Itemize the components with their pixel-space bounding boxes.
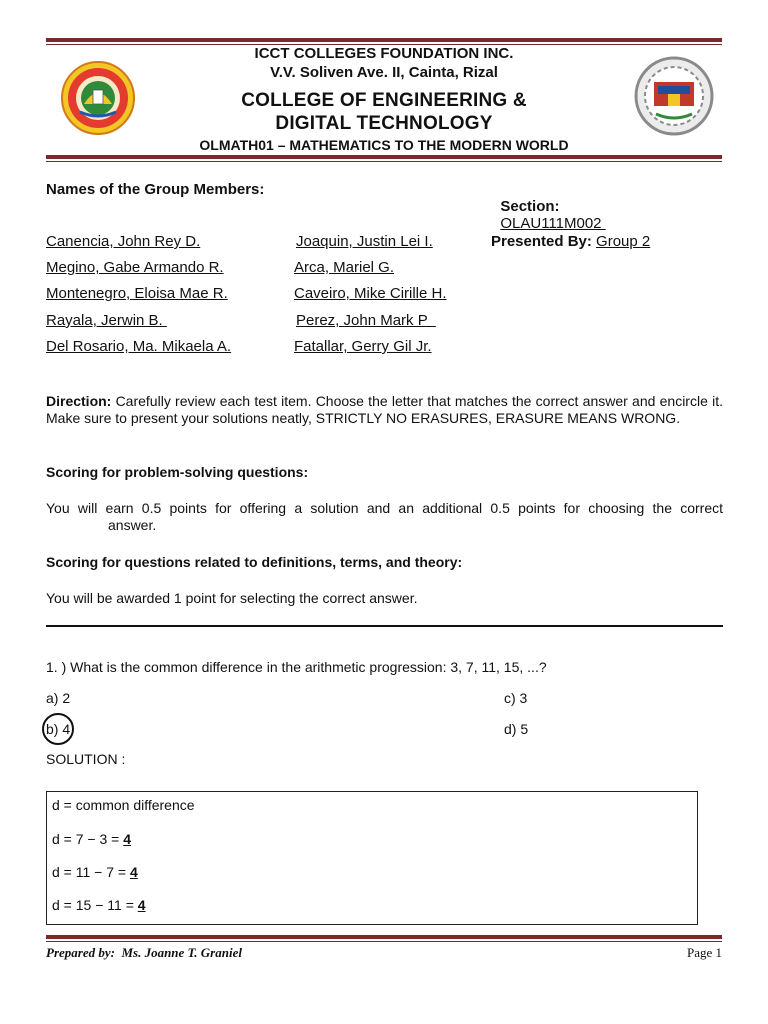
member-name: Perez, John Mark P (296, 312, 436, 329)
option-c[interactable]: c) 3 (504, 690, 528, 706)
member-name: Fatallar, Gerry Gil Jr. (294, 338, 432, 355)
solution-line: d = 11 − 7 = 4 (52, 864, 138, 880)
prepared-by: Prepared by: Ms. Joanne T. Graniel (46, 945, 242, 960)
section-value: OLAU111M002 (500, 215, 606, 232)
footer-rule-thin (46, 941, 722, 942)
scoring-theory-text: You will be awarded 1 point for selecting the correct answer. (46, 590, 418, 606)
option-b[interactable]: b) 4 (46, 721, 71, 737)
option-d[interactable]: d) 5 (504, 721, 529, 737)
member-name: Arca, Mariel G. (294, 259, 395, 276)
member-name: Megino, Gabe Armando R. (46, 259, 224, 276)
institution-name: ICCT COLLEGES FOUNDATION INC. (254, 45, 514, 62)
member-name: Joaquin, Justin Lei I. (296, 233, 433, 250)
solution-answer: 4 (123, 831, 132, 847)
member-name: Montenegro, Eloisa Mae R. (46, 285, 228, 302)
question-text: 1. ) What is the common difference in the arithmetic progression: 3, 7, 11, 15, ...? (46, 659, 547, 675)
selected-answer-circle (42, 713, 74, 745)
section-label: Section: (500, 198, 560, 215)
member-name: Del Rosario, Ma. Mikaela A. (46, 338, 232, 355)
section-divider (46, 625, 723, 627)
option-a[interactable]: a) 2 (46, 690, 71, 706)
solution-answer: 4 (137, 897, 146, 913)
page-number: Page 1 (686, 945, 722, 960)
institution-address: V.V. Soliven Ave. II, Cainta, Rizal (270, 64, 498, 81)
scoring-theory-title: Scoring for questions related to definitions, terms, and theory: (46, 554, 463, 570)
scoring-problem-title: Scoring for problem-solving questions: (46, 464, 309, 480)
direction-label: Direction: (46, 393, 112, 409)
section-field (492, 181, 606, 232)
member-name: Rayala, Jerwin B. (46, 312, 167, 329)
direction-paragraph (46, 393, 723, 427)
direction-text: Carefully review each test item. Choose the letter that matches the correct answer and encircle it. Make sure to present your solutions neatly, STRICTLY NO ERASURES, ERASURE MEANS WRONG. (46, 393, 723, 426)
presented-by-value: Group 2 (596, 233, 651, 250)
scoring-problem-text-cont: answer. (108, 517, 157, 533)
header-bottom-rule-thin (46, 161, 722, 162)
header-rule (46, 38, 722, 42)
college-name-line1: COLLEGE OF ENGINEERING & (241, 90, 527, 111)
member-name: Canencia, John Rey D. (46, 233, 201, 250)
solution-line: d = common difference (52, 797, 195, 813)
group-members-label: Names of the Group Members: (46, 181, 265, 198)
scoring-problem-text: You will earn 0.5 points for offering a solution and an additional 0.5 points for choosing the correct (46, 500, 723, 516)
header-bottom-rule (46, 155, 722, 159)
solution-answer: 4 (129, 864, 138, 880)
solution-line: d = 7 − 3 = 4 (52, 831, 132, 847)
member-name: Caveiro, Mike Cirille H. (294, 285, 447, 302)
presented-by-label: Presented By: (491, 233, 592, 250)
college-name-line2: DIGITAL TECHNOLOGY (275, 113, 493, 134)
course-title: OLMATH01 – MATHEMATICS TO THE MODERN WORLD (199, 137, 569, 153)
solution-label: SOLUTION : (46, 751, 126, 767)
footer-rule (46, 935, 722, 939)
solution-line: d = 15 − 11 = 4 (52, 897, 146, 913)
presented-by-field (491, 233, 650, 250)
